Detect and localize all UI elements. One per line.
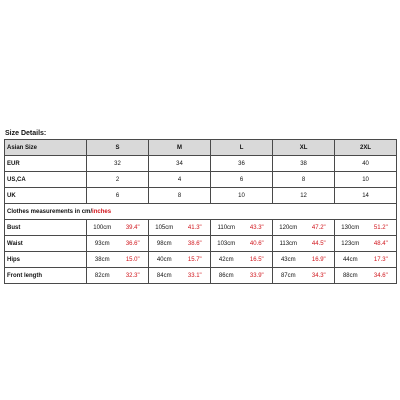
cm-value: 40cm (149, 252, 180, 268)
inch-value: 36.6" (118, 236, 149, 252)
cm-value: 86cm (211, 268, 242, 284)
size-header-m: M (149, 140, 211, 156)
measurements-title-prefix: Clothes measurements in cm/ (7, 208, 93, 215)
inch-value: 16.9" (304, 252, 335, 268)
row-label: Front length (5, 268, 87, 284)
cm-value: 98cm (149, 236, 180, 252)
table-cell: 40 (335, 156, 397, 172)
cm-value: 123cm (335, 236, 366, 252)
inch-value: 39.4" (118, 220, 149, 236)
cm-value: 82cm (87, 268, 118, 284)
measurements-title-row (5, 204, 397, 220)
inch-value: 41.3" (180, 220, 211, 236)
inch-value: 34.6" (366, 268, 397, 284)
cm-value: 88cm (335, 268, 366, 284)
cm-value: 100cm (87, 220, 118, 236)
cm-value: 103cm (211, 236, 242, 252)
row-label: UK (5, 188, 87, 204)
inch-value: 15.7" (180, 252, 211, 268)
cm-value: 110cm (211, 220, 242, 236)
table-cell: 38 (273, 156, 335, 172)
table-cell: 14 (335, 188, 397, 204)
cm-value: 130cm (335, 220, 366, 236)
size-table (4, 139, 397, 284)
cm-value: 38cm (87, 252, 118, 268)
cm-value: 120cm (273, 220, 304, 236)
table-cell: 10 (335, 172, 397, 188)
size-header-s: S (87, 140, 149, 156)
inch-value: 15.0" (118, 252, 149, 268)
measure-row-waist (5, 236, 397, 252)
row-label: US,CA (5, 172, 87, 188)
table-cell: 8 (149, 188, 211, 204)
size-row-uk (5, 188, 397, 204)
inch-value: 33.1" (180, 268, 211, 284)
size-chart (4, 128, 396, 284)
inch-value: 16.5" (242, 252, 273, 268)
cm-value: 44cm (335, 252, 366, 268)
row-label: Hips (5, 252, 87, 268)
table-cell: 8 (273, 172, 335, 188)
inch-value: 33.9" (242, 268, 273, 284)
measurements-title-suffix: inches (92, 208, 112, 215)
size-details-title: Size Details: (5, 130, 47, 137)
size-header-row (5, 140, 397, 156)
inch-value: 43.3" (242, 220, 273, 236)
cm-value: 84cm (149, 268, 180, 284)
table-cell: 12 (273, 188, 335, 204)
cm-value: 93cm (87, 236, 118, 252)
row-label: EUR (5, 156, 87, 172)
cm-value: 43cm (273, 252, 304, 268)
table-cell: 34 (149, 156, 211, 172)
cm-value: 105cm (149, 220, 180, 236)
inch-value: 34.3" (304, 268, 335, 284)
measure-row-bust (5, 220, 397, 236)
inch-value: 38.6" (180, 236, 211, 252)
cm-value: 87cm (273, 268, 304, 284)
inch-value: 17.3" (366, 252, 397, 268)
cm-value: 42cm (211, 252, 242, 268)
table-cell: 2 (87, 172, 149, 188)
size-row-eur (5, 156, 397, 172)
table-cell: 10 (211, 188, 273, 204)
inch-value: 44.5" (304, 236, 335, 252)
asian-size-label: Asian Size (5, 140, 87, 156)
table-cell: 36 (211, 156, 273, 172)
inch-value: 48.4" (366, 236, 397, 252)
size-header-2xl: 2XL (335, 140, 397, 156)
size-header-l: L (211, 140, 273, 156)
inch-value: 32.3" (118, 268, 149, 284)
inch-value: 47.2" (304, 220, 335, 236)
measure-row-front-length (5, 268, 397, 284)
table-cell: 6 (211, 172, 273, 188)
inch-value: 51.2" (366, 220, 397, 236)
measure-row-hips (5, 252, 397, 268)
row-label: Bust (5, 220, 87, 236)
size-row-us-ca (5, 172, 397, 188)
table-cell: 4 (149, 172, 211, 188)
inch-value: 40.6" (242, 236, 273, 252)
measurements-title (5, 204, 397, 220)
cm-value: 113cm (273, 236, 304, 252)
table-cell: 32 (87, 156, 149, 172)
table-cell: 6 (87, 188, 149, 204)
row-label: Waist (5, 236, 87, 252)
size-header-xl: XL (273, 140, 335, 156)
